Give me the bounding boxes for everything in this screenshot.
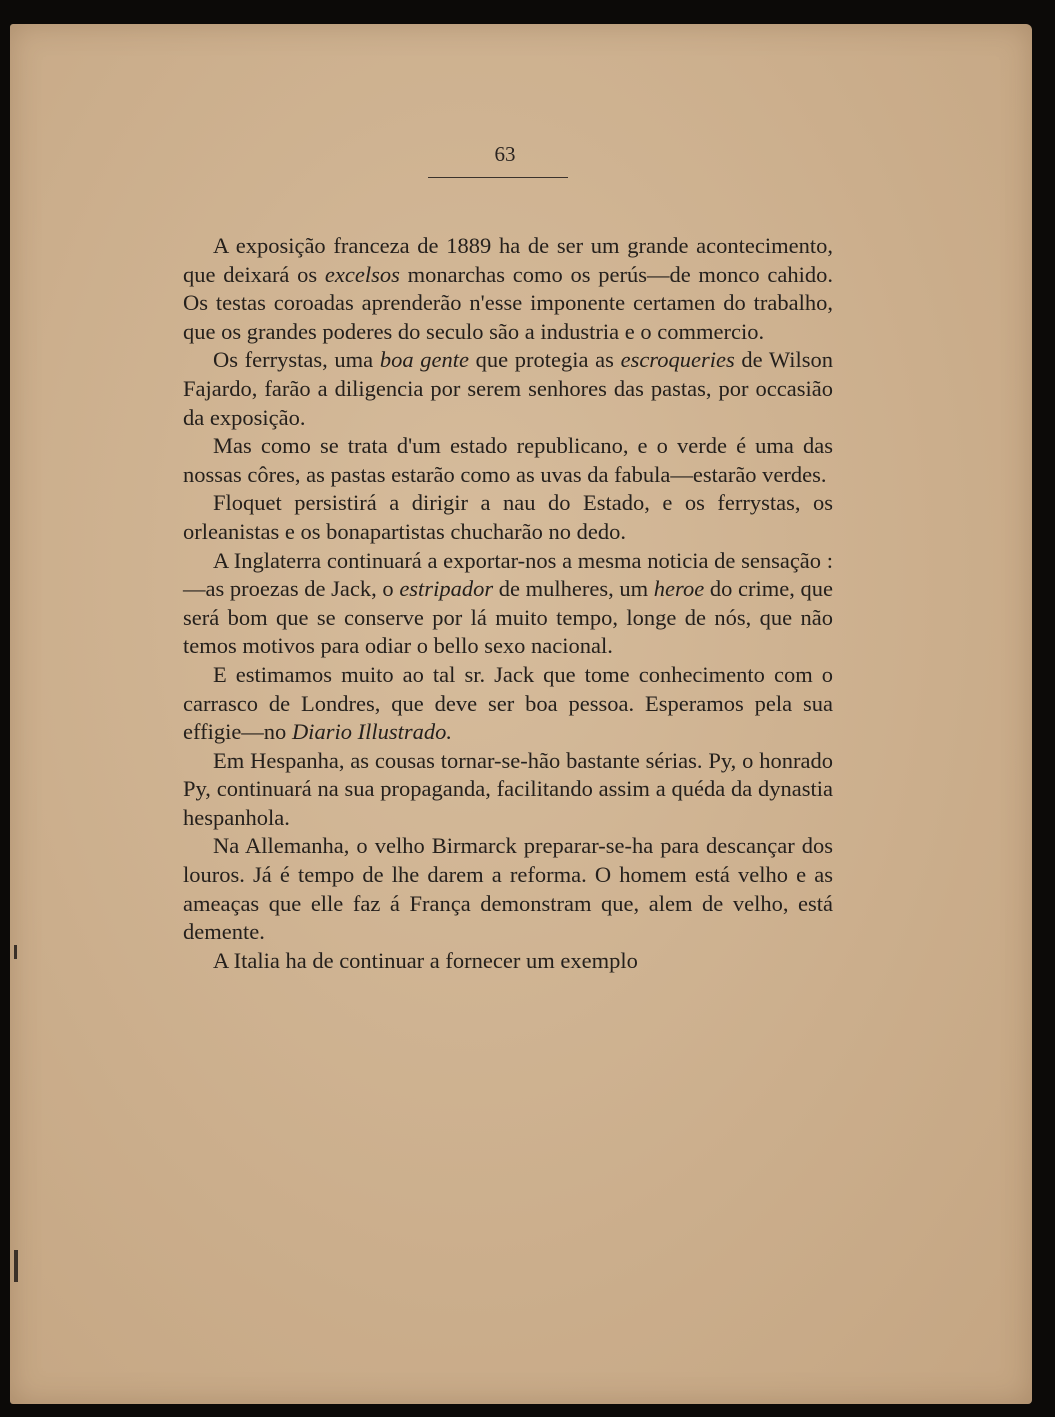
text-run: Em Hespanha, as cousas tornar-se-hão bastante sérias. Py, o honrado Py, continuará na sua propaganda, facilitando assim a quéda da dynastia hespanhola. bbox=[183, 747, 833, 830]
italic-text: excelsos bbox=[324, 261, 400, 287]
text-run: do crime, que será bom que se conserve por lá muito tempo, longe de nós, que não temos motivos para odiar o bello sexo nacional. bbox=[183, 576, 833, 659]
italic-text: estripador bbox=[399, 576, 494, 602]
paragraph bbox=[183, 232, 833, 346]
paragraph bbox=[183, 747, 833, 833]
italic-text: Diario Illustrado. bbox=[291, 719, 452, 745]
text-run: E estimamos muito ao tal sr. Jack que tome conhecimento com o carrasco de Londres, que deve ser boa pessoa. Esperamos pela sua effigie—no bbox=[183, 661, 833, 745]
header-rule bbox=[428, 177, 568, 178]
edge-mark bbox=[14, 1250, 18, 1282]
italic-text: escroqueries bbox=[620, 347, 735, 373]
text-run: A Italia ha de continuar a fornecer um exemplo bbox=[213, 947, 638, 973]
body-text bbox=[183, 232, 833, 975]
paragraph bbox=[183, 661, 833, 747]
edge-mark bbox=[14, 945, 17, 959]
paragraph bbox=[183, 832, 833, 946]
text-run: A Inglaterra continuará a exportar-nos a mesma noticia de sensação :—as proezas de Jack, o bbox=[183, 547, 833, 602]
paragraph bbox=[183, 947, 833, 976]
text-run: Os ferrystas, uma bbox=[213, 347, 380, 373]
text-run: monarchas como os perús—de monco cahido. Os testas coroadas aprenderão n'esse imponente certamen do trabalho, que os grandes poderes do seculo são a industria e o commercio. bbox=[183, 261, 833, 344]
paragraph bbox=[183, 489, 833, 546]
paragraph bbox=[183, 432, 833, 489]
italic-text: heroe bbox=[653, 576, 705, 602]
book-page bbox=[10, 24, 1032, 1404]
paragraph bbox=[183, 547, 833, 661]
text-run: de mulheres, um bbox=[493, 576, 654, 602]
text-run: Floquet persistirá a dirigir a nau do Estado, e os ferrystas, os orleanistas e os bonapartistas chucharão no dedo. bbox=[183, 490, 833, 544]
text-run: A exposição franceza de 1889 ha de ser um grande acontecimento, que deixará os bbox=[183, 233, 833, 287]
paragraph bbox=[183, 346, 833, 432]
text-run: de Wilson Fajardo, farão a diligencia por serem senhores das pastas, por occasião da exposição. bbox=[183, 347, 833, 430]
text-run: Na Allemanha, o velho Birmarck preparar-se-ha para descançar dos louros. Já é tempo de lhe darem a reforma. O homem está velho e as ameaças que elle faz á França demonstram que, alem de velho, está demente. bbox=[183, 833, 833, 945]
italic-text: boa gente bbox=[379, 347, 469, 373]
text-run: que protegia as bbox=[468, 347, 621, 373]
text-run: Mas como se trata d'um estado republicano, e o verde é uma das nossas côres, as pastas estarão como as uvas da fabula—estarão verdes. bbox=[183, 433, 833, 487]
page-number: 63 bbox=[494, 142, 516, 166]
